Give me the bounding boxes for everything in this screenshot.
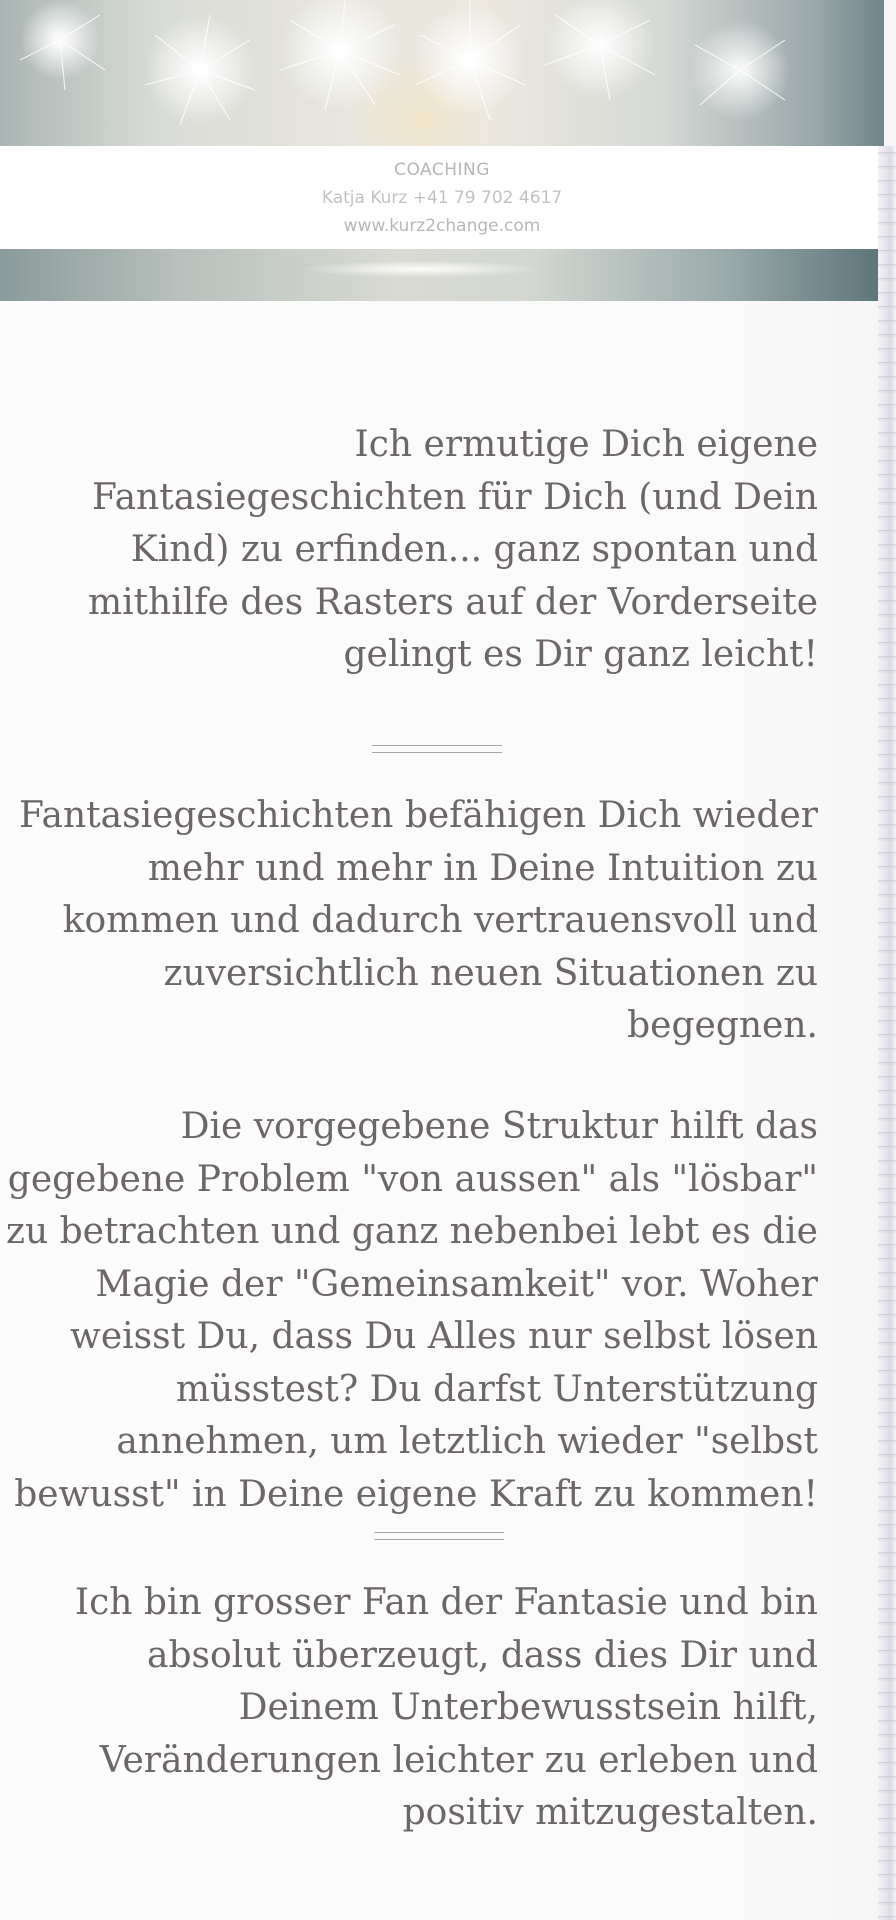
brand-header [0, 146, 884, 249]
website-link[interactable]: www.kurz2change.com [343, 216, 541, 236]
double-line-divider [372, 745, 502, 753]
scan-edge [878, 146, 896, 1920]
dandelion-seeds-icon [0, 0, 884, 146]
paragraph-structure: Die vorgegebene Struktur hilft das gegebene Problem "von aussen" als "lösbar" zu betrachten und ganz nebenbei lebt es die Magie der "Gemeinsamkeit" vor. Woher weisst Du, dass Du Alles nur selbst lösen müsstest? Du darfst Unterstützung annehmen, um letztlich wieder "selbst bewusst" in Deine eigene Kraft zu kommen! [6, 1106, 818, 1515]
dandelion-photo-top [0, 0, 884, 146]
paragraph-encouragement: Ich ermutige Dich eigene Fantasiegeschichten für Dich (und Dein Kind) zu erfinden... ganz spontan und mithilfe des Rasters auf der Vorderseite gelingt es Dir ganz leicht! [87, 424, 818, 675]
paragraph-fantasy-fan: Ich bin grosser Fan der Fantasie und bin absolut überzeugt, dass dies Dir und Deinem Unterbewusstsein hilft, Veränderungen leichter zu erleben und positiv mitzugestalten. [74, 1582, 818, 1833]
coaching-label: COACHING [394, 160, 490, 180]
double-line-divider [374, 1532, 504, 1540]
contact-line: Katja Kurz +41 79 702 4617 [321, 188, 563, 208]
paragraph-intuition: Fantasiegeschichten befähigen Dich wieder mehr und mehr in Deine Intuition zu kommen und dadurch vertrauensvoll und zuversichtlich neuen Situationen zu begegnen. [18, 795, 818, 1046]
dandelion-photo-strip [0, 249, 884, 301]
